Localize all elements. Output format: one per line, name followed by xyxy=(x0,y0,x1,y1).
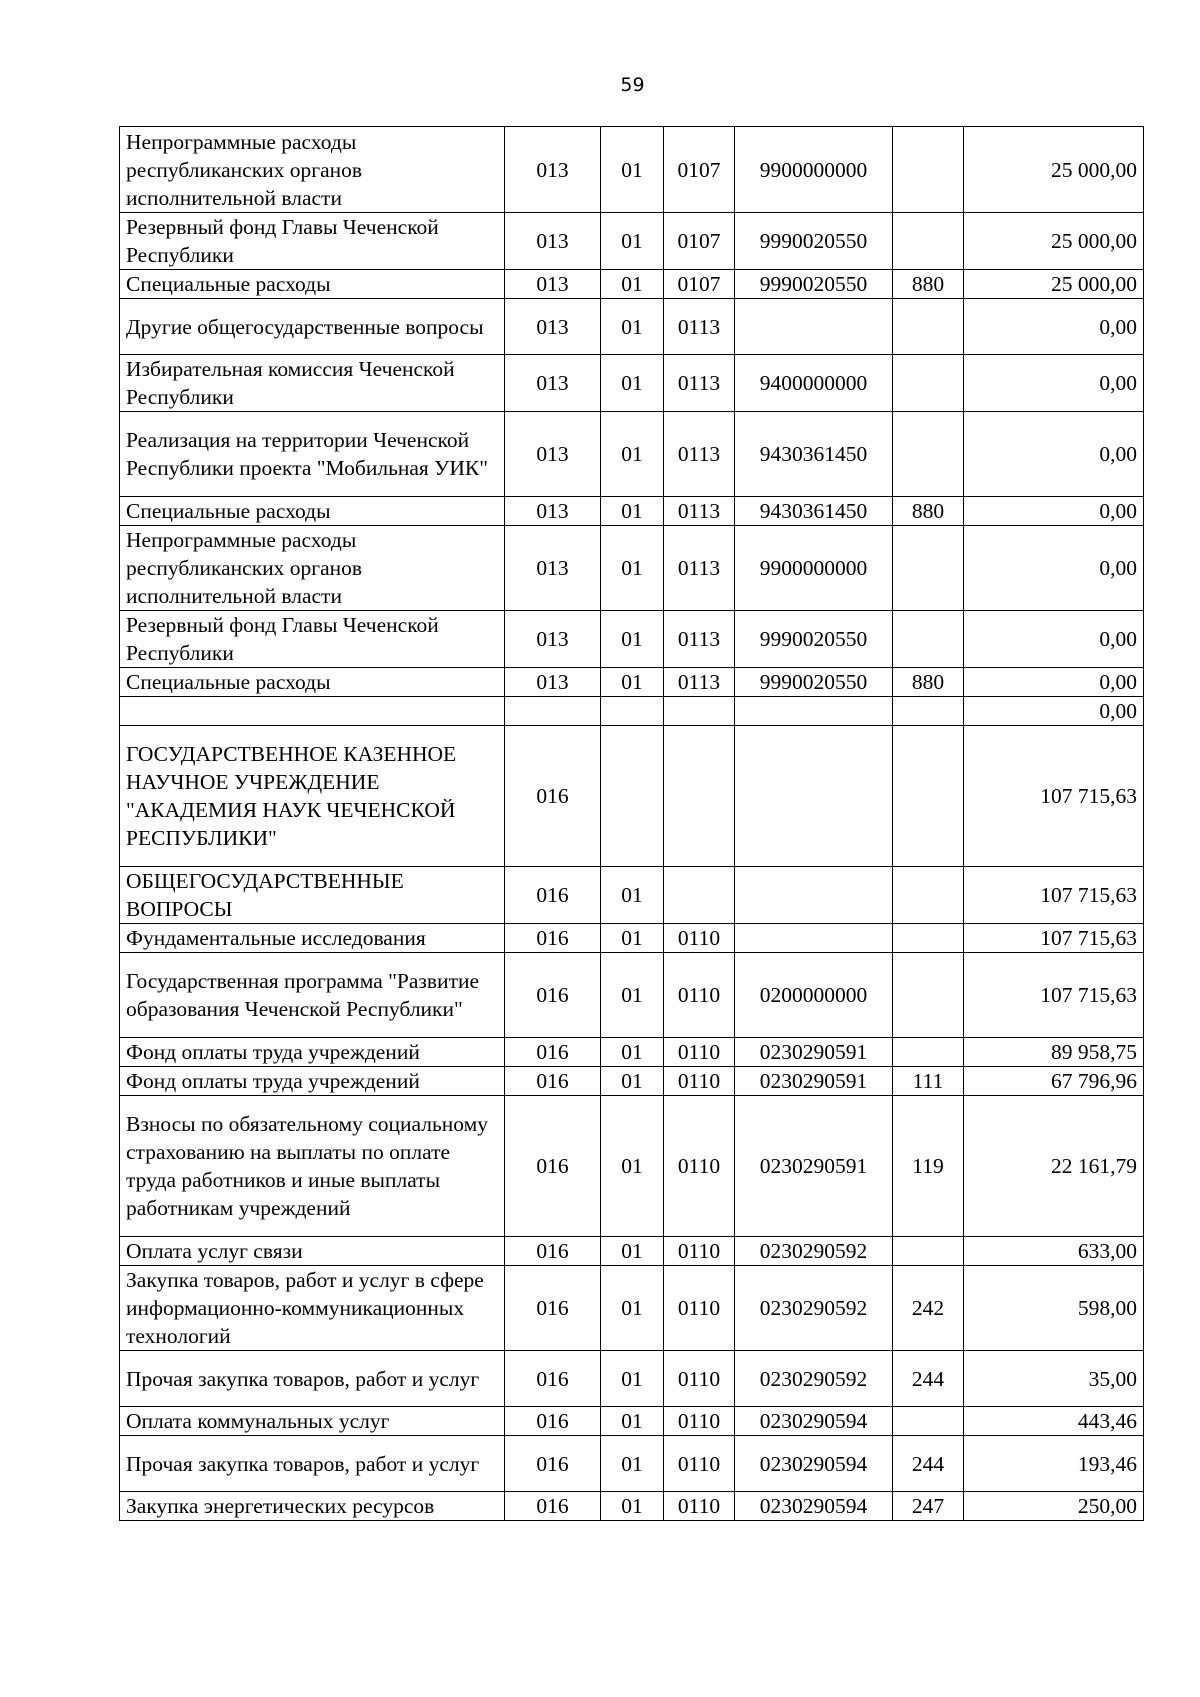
cell-section: 01 xyxy=(601,867,664,924)
cell-amount: 22 161,79 xyxy=(964,1096,1144,1237)
cell-section: 01 xyxy=(601,953,664,1038)
cell-expense-type: 244 xyxy=(893,1436,964,1492)
cell-name: Фундаментальные исследования xyxy=(120,924,505,953)
cell-amount: 25 000,00 xyxy=(964,127,1144,213)
cell-subsection xyxy=(664,867,735,924)
cell-name: ОБЩЕГОСУДАРСТВЕННЫЕ ВОПРОСЫ xyxy=(120,867,505,924)
cell-amount: 633,00 xyxy=(964,1237,1144,1266)
cell-amount: 443,46 xyxy=(964,1407,1144,1436)
cell-name: Закупка товаров, работ и услуг в сфере информационно-коммуникационных технологий xyxy=(120,1266,505,1351)
cell-target-article xyxy=(735,299,893,355)
cell-amount: 107 715,63 xyxy=(964,953,1144,1038)
cell-name: Другие общегосударственные вопросы xyxy=(120,299,505,355)
cell-subsection: 0113 xyxy=(664,526,735,611)
cell-amount: 0,00 xyxy=(964,526,1144,611)
table-row xyxy=(120,270,1144,299)
cell-amount: 67 796,96 xyxy=(964,1067,1144,1096)
cell-section: 01 xyxy=(601,1096,664,1237)
cell-name: Прочая закупка товаров, работ и услуг xyxy=(120,1351,505,1407)
table-row xyxy=(120,1038,1144,1067)
cell-section: 01 xyxy=(601,497,664,526)
cell-expense-type xyxy=(893,213,964,270)
table-row xyxy=(120,1266,1144,1351)
cell-subsection: 0113 xyxy=(664,412,735,497)
cell-grbs: 013 xyxy=(505,526,601,611)
cell-expense-type xyxy=(893,726,964,867)
table-row xyxy=(120,668,1144,697)
table-row xyxy=(120,1492,1144,1521)
cell-name: Оплата услуг связи xyxy=(120,1237,505,1266)
budget-table xyxy=(119,126,1144,1521)
table-row xyxy=(120,355,1144,412)
cell-target-article xyxy=(735,924,893,953)
cell-grbs: 016 xyxy=(505,1351,601,1407)
cell-grbs: 013 xyxy=(505,611,601,668)
cell-subsection: 0107 xyxy=(664,270,735,299)
table-row xyxy=(120,526,1144,611)
table-row xyxy=(120,1407,1144,1436)
cell-target-article: 9900000000 xyxy=(735,526,893,611)
cell-subsection: 0113 xyxy=(664,497,735,526)
cell-name: Фонд оплаты труда учреждений xyxy=(120,1067,505,1096)
cell-expense-type: 244 xyxy=(893,1351,964,1407)
cell-name: Государственная программа "Развитие образования Чеченской Республики" xyxy=(120,953,505,1038)
cell-expense-type xyxy=(893,526,964,611)
cell-expense-type: 880 xyxy=(893,497,964,526)
cell-section: 01 xyxy=(601,1351,664,1407)
cell-section: 01 xyxy=(601,1492,664,1521)
cell-subsection: 0110 xyxy=(664,1351,735,1407)
cell-name: Фонд оплаты труда учреждений xyxy=(120,1038,505,1067)
cell-amount: 598,00 xyxy=(964,1266,1144,1351)
cell-amount: 89 958,75 xyxy=(964,1038,1144,1067)
table-row xyxy=(120,726,1144,867)
cell-grbs: 013 xyxy=(505,299,601,355)
cell-amount: 35,00 xyxy=(964,1351,1144,1407)
cell-expense-type: 880 xyxy=(893,270,964,299)
cell-subsection: 0110 xyxy=(664,924,735,953)
cell-name: Специальные расходы xyxy=(120,270,505,299)
cell-amount: 25 000,00 xyxy=(964,270,1144,299)
table-row xyxy=(120,611,1144,668)
cell-amount: 0,00 xyxy=(964,299,1144,355)
cell-target-article: 9990020550 xyxy=(735,270,893,299)
cell-subsection: 0113 xyxy=(664,355,735,412)
cell-amount: 107 715,63 xyxy=(964,924,1144,953)
cell-expense-type: 111 xyxy=(893,1067,964,1096)
cell-subsection: 0107 xyxy=(664,213,735,270)
cell-grbs: 013 xyxy=(505,355,601,412)
cell-subsection: 0110 xyxy=(664,1266,735,1351)
table-row xyxy=(120,1067,1144,1096)
cell-target-article: 9990020550 xyxy=(735,668,893,697)
cell-expense-type: 242 xyxy=(893,1266,964,1351)
table-row xyxy=(120,867,1144,924)
cell-amount: 0,00 xyxy=(964,668,1144,697)
cell-subsection: 0113 xyxy=(664,668,735,697)
cell-amount: 0,00 xyxy=(964,412,1144,497)
cell-target-article: 9430361450 xyxy=(735,412,893,497)
cell-grbs: 013 xyxy=(505,497,601,526)
cell-name: Резервный фонд Главы Чеченской Республики xyxy=(120,611,505,668)
page-number: 59 xyxy=(620,74,645,96)
cell-grbs: 016 xyxy=(505,924,601,953)
cell-grbs: 016 xyxy=(505,1266,601,1351)
cell-name: Оплата коммунальных услуг xyxy=(120,1407,505,1436)
cell-amount: 0,00 xyxy=(964,611,1144,668)
cell-target-article: 9900000000 xyxy=(735,127,893,213)
cell-name: Специальные расходы xyxy=(120,668,505,697)
cell-target-article: 0230290592 xyxy=(735,1351,893,1407)
cell-section: 01 xyxy=(601,1038,664,1067)
cell-grbs: 016 xyxy=(505,953,601,1038)
table-row xyxy=(120,1436,1144,1492)
cell-target-article: 9430361450 xyxy=(735,497,893,526)
cell-name: ГОСУДАРСТВЕННОЕ КАЗЕННОЕ НАУЧНОЕ УЧРЕЖДЕНИЕ "АКАДЕМИЯ НАУК ЧЕЧЕНСКОЙ РЕСПУБЛИКИ" xyxy=(120,726,505,867)
cell-section: 01 xyxy=(601,1436,664,1492)
cell-grbs: 013 xyxy=(505,127,601,213)
cell-subsection: 0113 xyxy=(664,611,735,668)
cell-subsection: 0110 xyxy=(664,953,735,1038)
cell-expense-type xyxy=(893,924,964,953)
cell-grbs: 016 xyxy=(505,1237,601,1266)
cell-subsection: 0110 xyxy=(664,1038,735,1067)
cell-target-article xyxy=(735,867,893,924)
cell-grbs: 013 xyxy=(505,668,601,697)
cell-grbs: 016 xyxy=(505,1407,601,1436)
table-row xyxy=(120,1351,1144,1407)
cell-expense-type xyxy=(893,1237,964,1266)
cell-amount: 0,00 xyxy=(964,355,1144,412)
cell-grbs: 016 xyxy=(505,867,601,924)
cell-name: Непрограммные расходы республиканских органов исполнительной власти xyxy=(120,526,505,611)
cell-grbs: 016 xyxy=(505,1038,601,1067)
cell-expense-type xyxy=(893,355,964,412)
cell-expense-type xyxy=(893,697,964,726)
cell-expense-type xyxy=(893,611,964,668)
cell-amount: 25 000,00 xyxy=(964,213,1144,270)
cell-grbs: 013 xyxy=(505,412,601,497)
cell-name: Непрограммные расходы республиканских органов исполнительной власти xyxy=(120,127,505,213)
cell-section: 01 xyxy=(601,412,664,497)
cell-amount: 0,00 xyxy=(964,697,1144,726)
cell-section: 01 xyxy=(601,1407,664,1436)
cell-subsection xyxy=(664,726,735,867)
cell-subsection: 0110 xyxy=(664,1407,735,1436)
cell-section: 01 xyxy=(601,668,664,697)
cell-target-article: 0230290591 xyxy=(735,1038,893,1067)
table-row xyxy=(120,953,1144,1038)
table-row xyxy=(120,1237,1144,1266)
cell-section: 01 xyxy=(601,127,664,213)
cell-amount: 0,00 xyxy=(964,497,1144,526)
cell-grbs: 016 xyxy=(505,1492,601,1521)
cell-name: Закупка энергетических ресурсов xyxy=(120,1492,505,1521)
cell-section: 01 xyxy=(601,213,664,270)
table-row xyxy=(120,924,1144,953)
table-row xyxy=(120,127,1144,213)
cell-section: 01 xyxy=(601,1067,664,1096)
cell-target-article: 0230290591 xyxy=(735,1096,893,1237)
cell-section: 01 xyxy=(601,355,664,412)
cell-section: 01 xyxy=(601,1237,664,1266)
cell-expense-type: 880 xyxy=(893,668,964,697)
table-row xyxy=(120,497,1144,526)
cell-grbs: 016 xyxy=(505,1096,601,1237)
cell-expense-type xyxy=(893,412,964,497)
cell-expense-type: 119 xyxy=(893,1096,964,1237)
cell-section xyxy=(601,726,664,867)
cell-target-article: 9990020550 xyxy=(735,213,893,270)
cell-section: 01 xyxy=(601,611,664,668)
cell-section: 01 xyxy=(601,299,664,355)
cell-amount: 250,00 xyxy=(964,1492,1144,1521)
cell-amount: 107 715,63 xyxy=(964,867,1144,924)
cell-grbs: 016 xyxy=(505,1067,601,1096)
cell-grbs: 013 xyxy=(505,270,601,299)
cell-target-article: 0230290592 xyxy=(735,1266,893,1351)
cell-target-article: 0230290592 xyxy=(735,1237,893,1266)
cell-name: Избирательная комиссия Чеченской Республики xyxy=(120,355,505,412)
cell-name xyxy=(120,697,505,726)
cell-grbs xyxy=(505,697,601,726)
table-row xyxy=(120,697,1144,726)
cell-amount: 193,46 xyxy=(964,1436,1144,1492)
cell-section: 01 xyxy=(601,526,664,611)
cell-subsection: 0110 xyxy=(664,1237,735,1266)
cell-target-article: 0230290594 xyxy=(735,1492,893,1521)
cell-grbs: 016 xyxy=(505,1436,601,1492)
cell-expense-type xyxy=(893,127,964,213)
cell-grbs: 013 xyxy=(505,213,601,270)
cell-name: Реализация на территории Чеченской Республики проекта "Мобильная УИК" xyxy=(120,412,505,497)
cell-expense-type xyxy=(893,299,964,355)
cell-section: 01 xyxy=(601,270,664,299)
cell-section xyxy=(601,697,664,726)
table-row xyxy=(120,1096,1144,1237)
cell-target-article xyxy=(735,726,893,867)
cell-name: Прочая закупка товаров, работ и услуг xyxy=(120,1436,505,1492)
cell-subsection xyxy=(664,697,735,726)
cell-expense-type xyxy=(893,953,964,1038)
cell-subsection: 0113 xyxy=(664,299,735,355)
cell-subsection: 0110 xyxy=(664,1492,735,1521)
cell-expense-type: 247 xyxy=(893,1492,964,1521)
table-row xyxy=(120,412,1144,497)
cell-target-article: 0200000000 xyxy=(735,953,893,1038)
cell-section: 01 xyxy=(601,1266,664,1351)
cell-target-article: 0230290591 xyxy=(735,1067,893,1096)
cell-subsection: 0110 xyxy=(664,1096,735,1237)
cell-subsection: 0107 xyxy=(664,127,735,213)
cell-name: Резервный фонд Главы Чеченской Республики xyxy=(120,213,505,270)
cell-name: Взносы по обязательному социальному страхованию на выплаты по оплате труда работников и иные выплаты работникам учреждений xyxy=(120,1096,505,1237)
cell-expense-type xyxy=(893,1038,964,1067)
cell-target-article xyxy=(735,697,893,726)
cell-target-article: 0230290594 xyxy=(735,1407,893,1436)
cell-target-article: 9990020550 xyxy=(735,611,893,668)
table-row xyxy=(120,213,1144,270)
cell-target-article: 9400000000 xyxy=(735,355,893,412)
table-row xyxy=(120,299,1144,355)
cell-grbs: 016 xyxy=(505,726,601,867)
cell-section: 01 xyxy=(601,924,664,953)
cell-target-article: 0230290594 xyxy=(735,1436,893,1492)
cell-expense-type xyxy=(893,1407,964,1436)
cell-subsection: 0110 xyxy=(664,1436,735,1492)
cell-subsection: 0110 xyxy=(664,1067,735,1096)
cell-name: Специальные расходы xyxy=(120,497,505,526)
cell-amount: 107 715,63 xyxy=(964,726,1144,867)
cell-expense-type xyxy=(893,867,964,924)
